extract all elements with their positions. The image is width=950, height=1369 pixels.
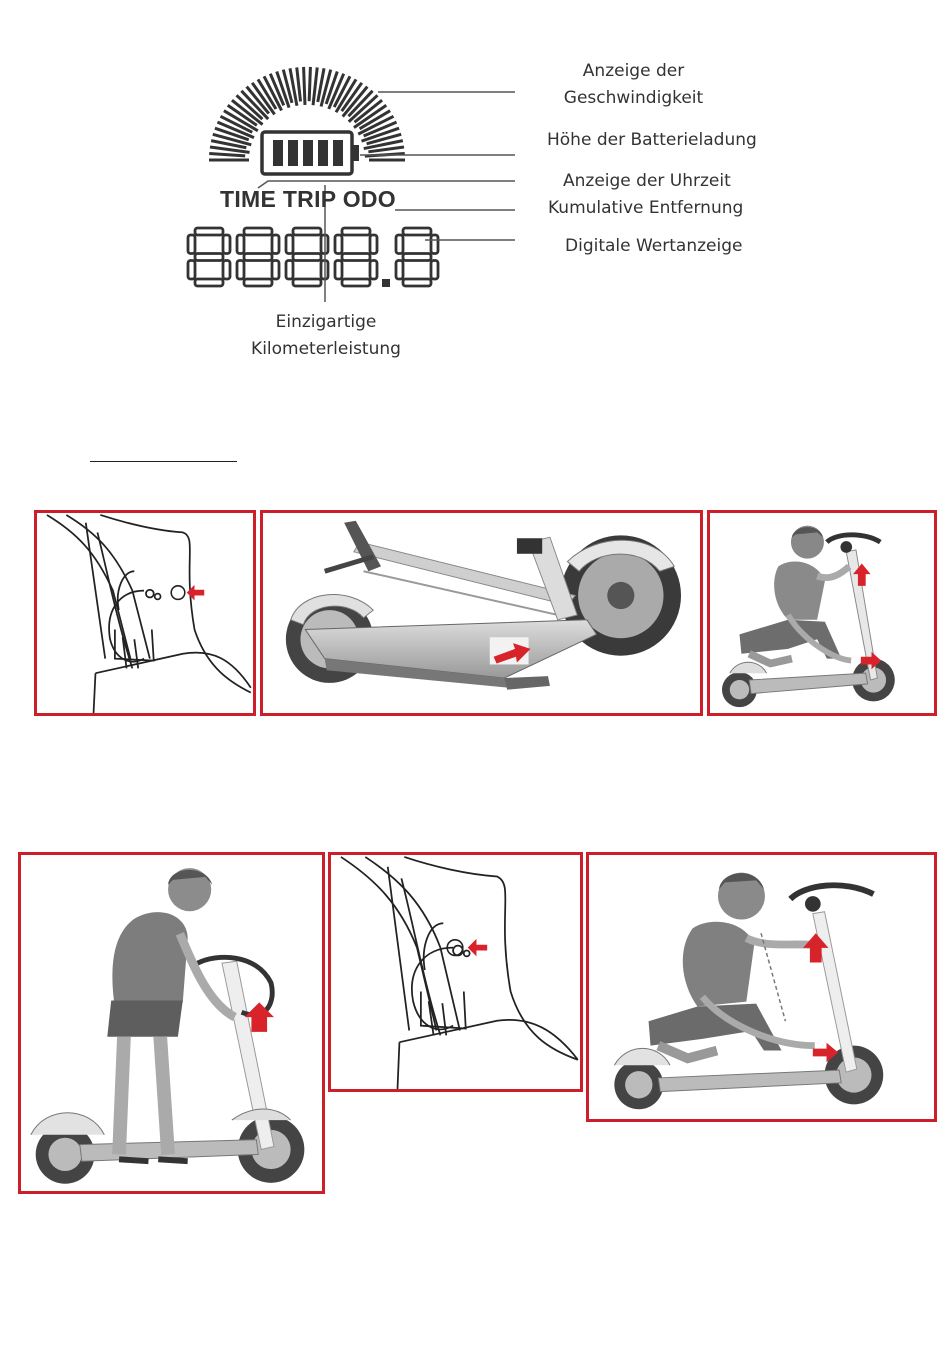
section-underline xyxy=(90,461,237,462)
speed-tick xyxy=(313,67,317,105)
single-callout-line2: Kilometerleistung xyxy=(251,339,401,359)
battery-bar xyxy=(303,140,313,166)
lcd-display-graphic xyxy=(0,0,950,380)
person-crouching-scooter xyxy=(710,513,934,713)
speed-callout-line2: Geschwindigkeit xyxy=(563,88,704,108)
battery-bar xyxy=(273,140,283,166)
digit xyxy=(286,228,328,286)
battery-bar xyxy=(333,140,343,166)
person-crouching-scooter xyxy=(589,855,934,1119)
single-trip-callout xyxy=(240,309,412,363)
figure-person-unfolding xyxy=(707,510,937,716)
digit xyxy=(396,228,438,286)
speed-tick xyxy=(209,154,245,156)
single-callout-line1: Einzigartige xyxy=(275,312,377,332)
speed-callout-line1: Anzeige der xyxy=(582,61,685,81)
folded-scooter-photo xyxy=(263,513,700,713)
folding-latch-drawing xyxy=(331,855,580,1089)
figure-person-folding xyxy=(586,852,937,1122)
seven-segment-digits xyxy=(188,228,438,287)
speed-callout xyxy=(556,58,711,112)
figure-person-standing xyxy=(18,852,325,1194)
battery-bar xyxy=(288,140,298,166)
mode-labels: TIME TRIP ODO xyxy=(220,186,396,212)
digit xyxy=(188,228,230,286)
person-standing-scooter xyxy=(21,855,322,1191)
battery-callout: Höhe der Batterieladung xyxy=(547,130,757,150)
speed-tick xyxy=(309,67,310,101)
digit xyxy=(335,228,377,286)
clock-callout: Anzeige der Uhrzeit xyxy=(563,171,731,191)
decimal-point xyxy=(382,279,390,287)
digital-callout: Digitale Wertanzeige xyxy=(565,236,743,256)
digit xyxy=(237,228,279,286)
figure-scooter-folded xyxy=(260,510,703,716)
folding-latch-drawing xyxy=(37,513,253,713)
speed-tick xyxy=(304,67,305,105)
battery-bar xyxy=(318,140,328,166)
figure-latch-detail-2 xyxy=(328,852,583,1092)
display-diagram xyxy=(0,0,950,380)
battery-icon xyxy=(262,132,359,174)
speed-tick xyxy=(297,67,301,101)
cumulative-callout: Kumulative Entfernung xyxy=(548,198,744,218)
figure-latch-detail xyxy=(34,510,256,716)
